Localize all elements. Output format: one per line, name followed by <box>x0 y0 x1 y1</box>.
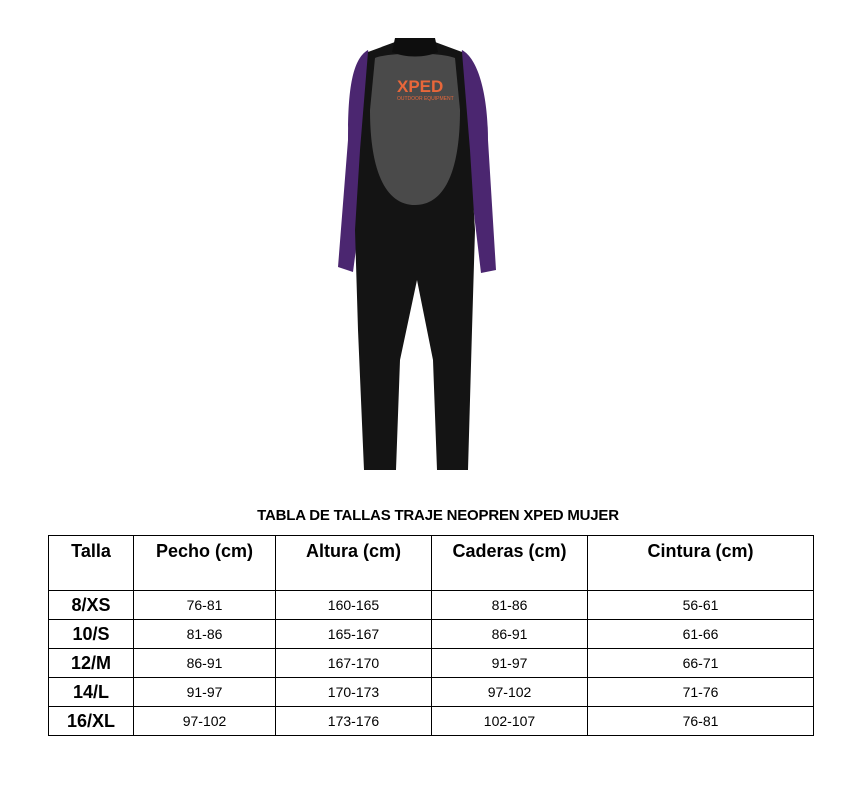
collar <box>392 38 438 57</box>
cell-cintura: 76-81 <box>588 707 814 736</box>
cell-cintura: 66-71 <box>588 649 814 678</box>
table-row <box>49 591 814 620</box>
table-row <box>49 678 814 707</box>
header-caderas: Caderas (cm) <box>432 536 588 591</box>
header-pecho: Pecho (cm) <box>134 536 276 591</box>
xped-tagline: OUTDOOR EQUIPMENT <box>397 96 454 102</box>
cell-caderas: 81-86 <box>432 591 588 620</box>
cell-size: 12/M <box>49 649 134 678</box>
cell-caderas: 86-91 <box>432 620 588 649</box>
size-table-title: TABLA DE TALLAS TRAJE NEOPREN XPED MUJER <box>257 507 619 524</box>
table-row <box>49 649 814 678</box>
cell-caderas: 97-102 <box>432 678 588 707</box>
cell-caderas: 102-107 <box>432 707 588 736</box>
table-row <box>49 620 814 649</box>
cell-altura: 173-176 <box>276 707 432 736</box>
size-chart-table <box>48 535 814 736</box>
header-talla: Talla <box>49 536 134 591</box>
cell-altura: 167-170 <box>276 649 432 678</box>
cell-altura: 165-167 <box>276 620 432 649</box>
cell-size: 10/S <box>49 620 134 649</box>
xped-logo: XPED <box>397 77 444 96</box>
cell-altura: 160-165 <box>276 591 432 620</box>
header-cintura: Cintura (cm) <box>588 536 814 591</box>
cell-pecho: 97-102 <box>134 707 276 736</box>
wetsuit-product-image <box>320 30 510 475</box>
header-altura: Altura (cm) <box>276 536 432 591</box>
cell-pecho: 81-86 <box>134 620 276 649</box>
cell-cintura: 61-66 <box>588 620 814 649</box>
table-row <box>49 707 814 736</box>
cell-cintura: 71-76 <box>588 678 814 707</box>
cell-size: 14/L <box>49 678 134 707</box>
cell-pecho: 86-91 <box>134 649 276 678</box>
cell-altura: 170-173 <box>276 678 432 707</box>
cell-size: 8/XS <box>49 591 134 620</box>
table-header-row <box>49 536 814 591</box>
cell-pecho: 91-97 <box>134 678 276 707</box>
cell-cintura: 56-61 <box>588 591 814 620</box>
cell-pecho: 76-81 <box>134 591 276 620</box>
cell-size: 16/XL <box>49 707 134 736</box>
cell-caderas: 91-97 <box>432 649 588 678</box>
